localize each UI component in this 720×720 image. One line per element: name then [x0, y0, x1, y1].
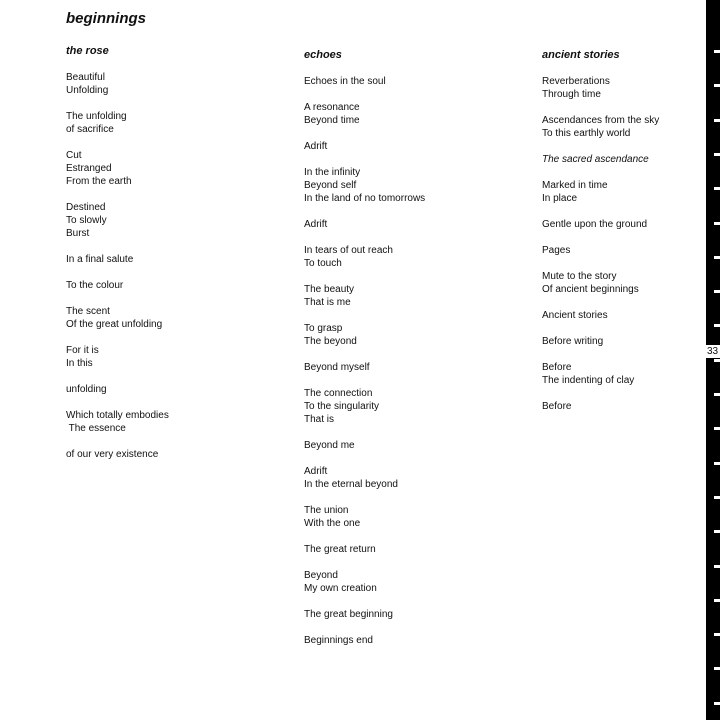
poem-line: That is me: [304, 297, 351, 308]
poem-the-rose: [66, 45, 236, 474]
poem-line: To the singularity: [304, 401, 380, 412]
poem-line: Before: [542, 362, 572, 373]
poem-line: The unfolding: [66, 111, 127, 122]
stanza: [304, 322, 474, 348]
poem-line: To grasp: [304, 323, 343, 334]
stanza: [542, 218, 712, 231]
poem-title: the rose: [66, 45, 109, 57]
poem-line: The essence: [66, 423, 126, 434]
poem-line: In the infinity: [304, 167, 361, 178]
poem-line: Marked in time: [542, 180, 608, 191]
stanza: [304, 439, 474, 452]
stanza: [304, 361, 474, 374]
poem-line: A resonance: [304, 102, 360, 113]
poem-ancient-stories: [542, 49, 712, 426]
stanza: [66, 305, 236, 331]
stanza: [66, 409, 236, 435]
poem-line: Through time: [542, 89, 601, 100]
poem-line: With the one: [304, 518, 361, 529]
poem-line: Before: [542, 401, 572, 412]
stanza: [304, 387, 474, 426]
edge-notch: [714, 427, 720, 430]
edge-notch: [714, 359, 720, 362]
stanza: [304, 283, 474, 309]
poem-line: Beyond: [304, 570, 338, 581]
poem-title: echoes: [304, 49, 342, 61]
stanza: [542, 361, 712, 387]
poem-line: Unfolding: [66, 85, 109, 96]
stanza: [304, 244, 474, 270]
edge-notch: [714, 702, 720, 705]
poem-line: Beyond myself: [304, 362, 370, 373]
poem-line: Reverberations: [542, 76, 610, 87]
edge-notch: [714, 633, 720, 636]
stanza: [304, 218, 474, 231]
poem-title: ancient stories: [542, 49, 620, 61]
stanza: [542, 244, 712, 257]
poem-line: To slowly: [66, 215, 107, 226]
stanza: [66, 344, 236, 370]
poem-line: Gentle upon the ground: [542, 219, 648, 230]
edge-notch: [714, 290, 720, 293]
page-edge-thumb-index: [706, 0, 720, 720]
poem-line: Mute to the story: [542, 271, 617, 282]
poem-line: Destined: [66, 202, 106, 213]
poem-line: Pages: [542, 245, 571, 256]
stanza: [304, 101, 474, 127]
stanza: [542, 75, 712, 101]
stanza: [66, 279, 236, 292]
stanza: [304, 75, 474, 88]
poem-line: The scent: [66, 306, 110, 317]
poem-line: The connection: [304, 388, 373, 399]
edge-notch: [714, 496, 720, 499]
edge-notch: [714, 256, 720, 259]
stanza: [66, 383, 236, 396]
poem-line: The beyond: [304, 336, 357, 347]
poem-line: Estranged: [66, 163, 112, 174]
poem-line: The great beginning: [304, 609, 393, 620]
poem-line: In the eternal beyond: [304, 479, 398, 490]
edge-notch: [714, 84, 720, 87]
stanza: [542, 400, 712, 413]
poem-line: For it is: [66, 345, 99, 356]
stanza: [542, 179, 712, 205]
edge-notch: [714, 599, 720, 602]
poem-line: The indenting of clay: [542, 375, 635, 386]
poem-line: Cut: [66, 150, 82, 161]
stanza: [66, 253, 236, 266]
edge-notch: [714, 222, 720, 225]
poem-echoes: [304, 49, 474, 660]
stanza: [66, 201, 236, 240]
poem-line: Adrift: [304, 219, 328, 230]
poem-line: Beyond me: [304, 440, 355, 451]
poem-line: Beyond self: [304, 180, 357, 191]
poem-stanzas: [66, 71, 236, 461]
poem-line: To this earthly world: [542, 128, 631, 139]
poem-line: From the earth: [66, 176, 132, 187]
stanza: [304, 166, 474, 205]
edge-notch: [714, 565, 720, 568]
poem-line: The beauty: [304, 284, 355, 295]
stanza: [66, 149, 236, 188]
poem-line: Adrift: [304, 141, 328, 152]
poem-line: Ancient stories: [542, 310, 608, 321]
poem-line: In place: [542, 193, 578, 204]
poem-line: In a final salute: [66, 254, 134, 265]
edge-notch: [714, 462, 720, 465]
poem-line: of sacrifice: [66, 124, 114, 135]
stanza: [66, 448, 236, 461]
poem-line: To the colour: [66, 280, 124, 291]
stanza: [304, 634, 474, 647]
stanza: [542, 270, 712, 296]
stanza: [304, 543, 474, 556]
poem-line: Of ancient beginnings: [542, 284, 639, 295]
poem-line: Beyond time: [304, 115, 360, 126]
poem-line: In the land of no tomorrows: [304, 193, 426, 204]
stanza: [304, 569, 474, 595]
poem-line: The great return: [304, 544, 376, 555]
poem-line: In tears of out reach: [304, 245, 393, 256]
stanza: [542, 114, 712, 140]
poem-line: That is: [304, 414, 335, 425]
poem-line: of our very existence: [66, 449, 159, 460]
poem-line: Which totally embodies: [66, 410, 169, 421]
stanza: [304, 608, 474, 621]
edge-notch: [714, 187, 720, 190]
poem-line: In this: [66, 358, 93, 369]
stanza: [542, 309, 712, 322]
poem-line: Before writing: [542, 336, 604, 347]
page-title: beginnings: [66, 10, 146, 27]
stanza: [304, 504, 474, 530]
poem-line: Of the great unfolding: [66, 319, 163, 330]
poem-line: Burst: [66, 228, 90, 239]
edge-notch: [714, 324, 720, 327]
poem-line: Beginnings end: [304, 635, 373, 646]
stanza: [304, 465, 474, 491]
poem-line: The union: [304, 505, 349, 516]
page-number: 33: [706, 346, 719, 357]
edge-notch: [714, 153, 720, 156]
poem-line: unfolding: [66, 384, 107, 395]
poem-line: My own creation: [304, 583, 377, 594]
poem-line: Ascendances from the sky: [542, 115, 660, 126]
poem-line: Echoes in the soul: [304, 76, 386, 87]
edge-notch: [714, 119, 720, 122]
poem-line: To touch: [304, 258, 342, 269]
stanza: [66, 110, 236, 136]
edge-notch: [714, 50, 720, 53]
poem-line: Adrift: [304, 466, 328, 477]
poem-line: Beautiful: [66, 72, 105, 83]
edge-notch: [714, 393, 720, 396]
poem-line: The sacred ascendance: [542, 154, 649, 165]
edge-notch: [714, 667, 720, 670]
edge-notch: [714, 530, 720, 533]
poem-stanzas: [304, 75, 474, 647]
stanza: [542, 335, 712, 348]
stanza: [66, 71, 236, 97]
poem-stanzas: [542, 75, 712, 413]
stanza: [542, 153, 712, 166]
stanza: [304, 140, 474, 153]
